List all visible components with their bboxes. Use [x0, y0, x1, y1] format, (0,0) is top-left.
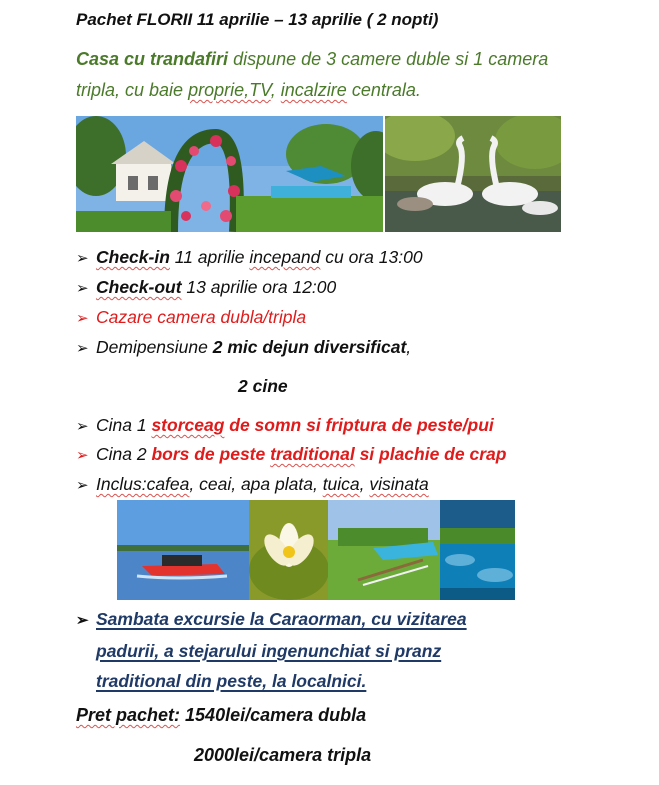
- delta-aerial-photo: [440, 500, 515, 600]
- page-title: Pachet FLORII 11 aprilie – 13 aprilie ( 2 nopti): [76, 10, 439, 29]
- bullet-checkout: ➢ Check-out 13 aprilie ora 12:00: [76, 277, 337, 297]
- arrow-bullet-icon: ➢: [76, 340, 89, 357]
- house-name: Casa cu trandafiri: [76, 49, 229, 69]
- boat-photo: [117, 500, 249, 600]
- arrow-bullet-icon: ➢: [76, 612, 89, 629]
- arrow-bullet-icon: ➢: [76, 477, 89, 494]
- bullet-cina-2: ➢ Cina 2 bors de peste traditional si plachie de crap: [76, 444, 507, 464]
- excursie-bullet: ➢ Sambata excursie la Caraorman, cu vizitarea padurii, a stejarului ingenunchiat si pranz traditional din peste, la localnici.: [76, 604, 467, 696]
- price-line-tripla: 2000lei/camera tripla: [194, 745, 372, 765]
- pool-lawn-photo: [328, 500, 440, 600]
- bullet-inclus: ➢ Inclus:cafea, ceai, apa plata, tuica, visinata: [76, 474, 429, 494]
- bullet-demipensiune: ➢ Demipensiune 2 mic dejun diversificat,: [76, 337, 412, 357]
- swans-photo: [385, 116, 561, 232]
- arrow-bullet-icon: ➢: [76, 310, 89, 327]
- arrow-bullet-icon: ➢: [76, 250, 89, 267]
- arrow-bullet-icon: ➢: [76, 418, 89, 435]
- arrow-bullet-icon: ➢: [76, 280, 89, 297]
- price-line-dubla: Pret pachet: 1540lei/camera dubla: [76, 705, 367, 725]
- cine-line: 2 cine: [238, 376, 288, 396]
- bullet-checkin: ➢ Check-in 11 aprilie incepand cu ora 13:00: [76, 247, 423, 267]
- water-lily-photo: [249, 500, 328, 600]
- house-pool-photo: [76, 116, 383, 232]
- bullet-cazare: ➢ Cazare camera dubla/tripla: [76, 307, 307, 327]
- intro-paragraph: Casa cu trandafiri dispune de 3 camere duble si 1 camera tripla, cu baie proprie,TV, incalzire centrala.: [76, 49, 549, 100]
- bullet-cina-1: ➢ Cina 1 storceag de somn si friptura de peste/pui: [76, 415, 494, 435]
- arrow-bullet-icon: ➢: [76, 447, 89, 464]
